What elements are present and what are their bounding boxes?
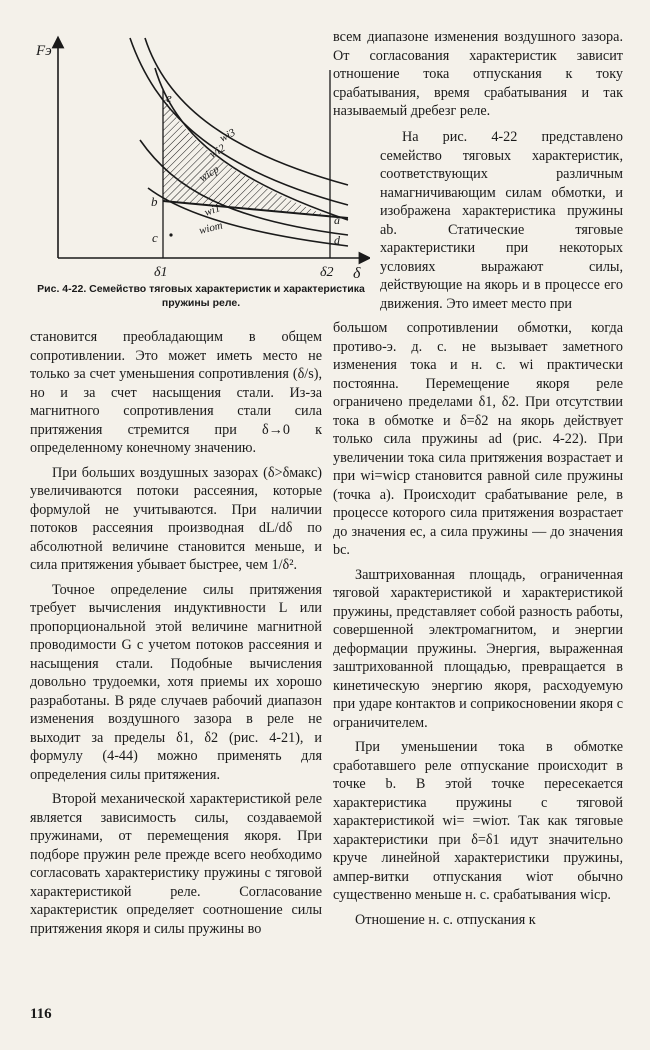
paragraph: большом сопротивлении обмотки, когда противо-э. д. с. не вызывает заметного изменения тока и н. с. wi практически постоянна. Перемещение якоря реле ограничено пределами δ1, δ2. При отсутствии тока в обмотке и δ=δ2 на якорь действует только сила пружины ad (рис. 4-22). При увеличении тока сила притяжения возрастает и при wi=wicp становится равной силе пружины (точка a). Происходит срабатывание реле, в процессе которого сила притяжения возрастает до значения ec, а сила пружины — до значения bc. xyxy=(333,320,623,558)
left-column xyxy=(30,328,322,938)
paragraph: становится преобладающим в общем сопротивлении. Это может иметь место не только за счет уменьшения сопротивления (δ/s), но и за счет насыщения стали. Из-за магнитного сопротивления стали сила притяжения стремится при δ→0 к определенному конечному значению. xyxy=(30,329,322,456)
point-c-label: c xyxy=(152,230,158,245)
paragraph: При больших воздушных зазорах (δ>δмакс) увеличиваются потоки рассеяния, которые формулой не учитываются. При наличии потоков рассеяния производная dL/dδ по абсолютной величине становится меньше, и сила притяжения убывает быстрее, чем 1/δ². xyxy=(30,464,322,573)
paragraph: Второй механической характеристикой реле является зависимость силы, создаваемой пружинами, от перемещения якоря. При подборе пружин реле прежде всего необходимо согласовать характеристику пружины с тяговой характеристикой реле. Согласование характеристик определяет соотношение силы притяжения якоря и силы пружины во xyxy=(30,791,322,937)
paragraph: всем диапазоне изменения воздушного зазора. От согласования характеристик зависит отношение тока отпускания к току срабатывания, время срабатывания и так называемый дребезг реле. xyxy=(333,29,623,119)
y-axis-label: Fэ xyxy=(36,43,52,59)
curve-wicp-label: wicp xyxy=(197,163,222,185)
delta1-label: δ1 xyxy=(154,265,168,280)
figure-4-22 xyxy=(30,30,370,280)
curve-wiot-label: wiот xyxy=(197,219,224,237)
paragraph: Точное определение силы притяжения требует вычисления индуктивности L или пропорциональной этой величине магнитной проводимости G с учетом потоков рассеяния и насыщения стали. Подобные вычисления довольно трудоемки, хотя приемы их хорошо разработаны. В ряде случаев рабочий диапазон изменения воздушного зазора в реле не выходит за пределы δ1, δ2 (рис. 4-21), и формулу (4-44) можно применять для определения силы притяжения. xyxy=(30,581,322,783)
point-b-label: b xyxy=(151,194,158,209)
page-number: 116 xyxy=(30,1006,52,1022)
right-column-top xyxy=(333,28,623,121)
delta2-label: δ2 xyxy=(320,265,334,280)
curve-wi3-label: wi3 xyxy=(217,126,238,145)
right-column-main xyxy=(333,319,623,929)
traction-characteristics-plot xyxy=(30,30,370,280)
paragraph: Отношение н. с. отпускания к xyxy=(355,911,536,928)
point-e-label: e xyxy=(166,90,172,105)
point-d-label: d xyxy=(334,233,340,247)
paragraph: При уменьшении тока в обмотке сработавшего реле отпускание происходит в точке b. В этой точке пересекается характеристика пружины с тяговой характеристикой wi= =wiот. Так как тяговые характеристики при δ=δ1 идут значительно круче линейной характеристики пружины, ампер-витки отпускания wiот обычно существенно меньше н. с. срабатывания wicp. xyxy=(333,739,623,903)
hatched-area xyxy=(163,94,330,217)
point-a-label: a xyxy=(334,213,340,227)
paragraph: На рис. 4-22 представлено семейство тяговых характеристик, соответствующих различным намагничивающим силам обмотки, и изображена характеристика пружины ab. Статические тяговые характеристики при некоторых условиях выражают силы, действующие на якорь и в процессе его движения. Это имеет место при xyxy=(380,129,623,312)
figure-caption: Рис. 4-22. Семейство тяговых характеристик и характеристика пружины реле. xyxy=(37,283,365,309)
point-c-dot xyxy=(169,233,172,236)
x-axis-label: δ xyxy=(353,265,361,280)
paragraph: Заштрихованная площадь, ограниченная тяговой характеристикой и характеристикой пружины, представляет собой разность работы, совершенной электромагнитом, и энергии деформации пружины. Энергия, выраженная заштрихованной площадью, превращается в кинетическую энергию якоря, расходуемую при ударе контактов и соприкосновении якоря с ограничителем. xyxy=(333,566,623,731)
right-column-narrow xyxy=(380,128,623,313)
curve-wi1-label: wi1 xyxy=(202,202,222,219)
curve-wi2-label: wi2 xyxy=(207,142,228,161)
